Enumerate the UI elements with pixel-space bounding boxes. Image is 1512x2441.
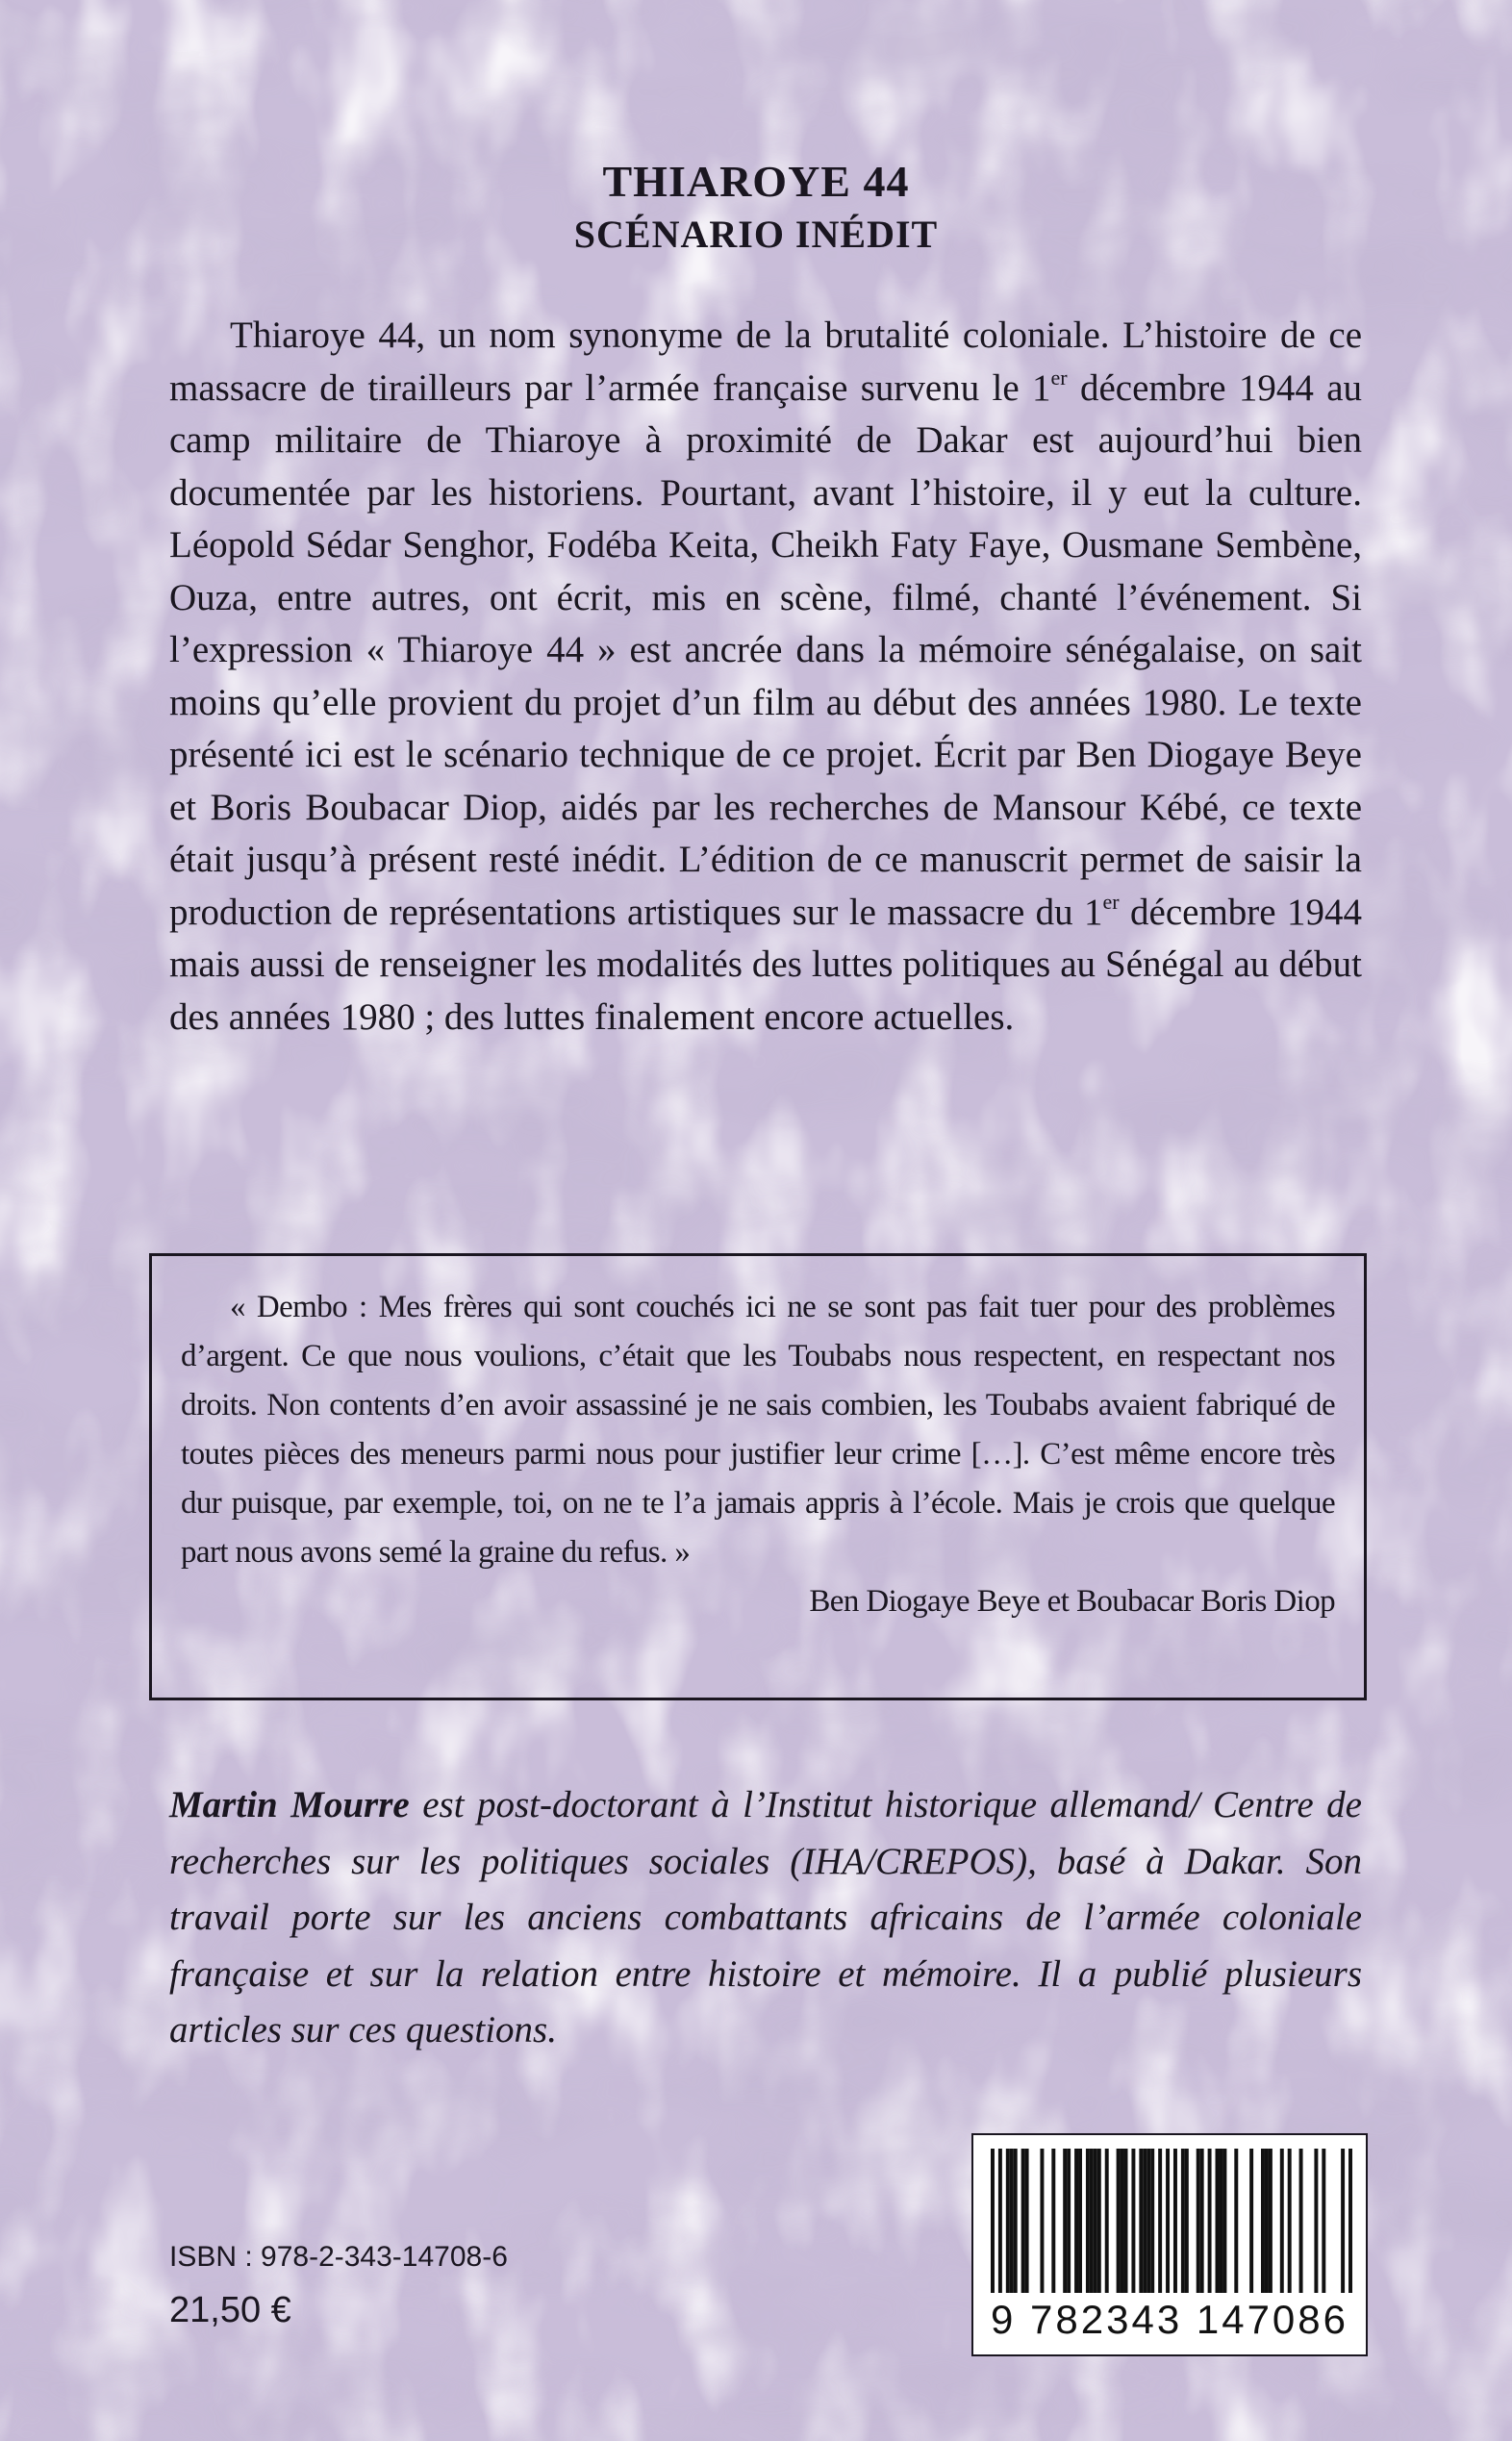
barcode-bar	[1097, 2149, 1101, 2293]
barcode-bar	[1121, 2149, 1124, 2293]
barcode-bar	[1181, 2149, 1185, 2293]
summary-part-2: décembre 1944 au camp militaire de Thiaroye à proximité de Dakar est aujourd’hui bien documentée par les historiens. Pourtant, avant l’histoire, il y eut la culture. Léopold Sédar Senghor, Fodéba Keita, Cheikh Faty Faye, Ousmane Sembène, Ouza, entre autres, ont écrit, mis en scène, filmé, chanté l’événement. Si l’expression « Thiaroye 44 » est ancrée dans la mémoire sénégalaise, on sait moins qu’elle provient du projet d’un film au début des années 1980. Le texte présenté ici est le scénario technique de ce projet. Écrit par Ben Diogaye Beye et Boris Boubacar Diop, aidés par les recherches de Mansour Kébé, ce texte était jusqu’à présent resté inédit. L’édition de ce manuscrit permet de saisir la production de représentations artistiques sur le massacre du 1	[169, 366, 1363, 933]
barcode-bar	[1090, 2149, 1094, 2293]
author-bio-text: est post-doctorant à l’Institut historique allemand/ Centre de recherches sur les politiques sociales (IHA/CREPOS), basé à Dakar. Son travail porte sur les anciens combattants africains de l’armée coloniale française et sur la relation entre histoire et mémoire. Il a publié plusieurs articles sur ces questions.	[169, 1784, 1362, 2051]
barcode-bar	[1261, 2149, 1265, 2293]
ordinal-superscript: er	[1102, 889, 1120, 914]
barcode-bar	[1025, 2149, 1029, 2293]
barcode-bar	[1299, 2149, 1303, 2293]
barcode-bar	[1094, 2149, 1097, 2293]
isbn-label: ISBN : 978-2-343-14708-6	[169, 2241, 508, 2273]
barcode-bar	[1147, 2149, 1150, 2293]
barcode-bar	[1265, 2149, 1269, 2293]
barcode-bar	[1166, 2149, 1170, 2293]
barcode-bars	[991, 2149, 1352, 2293]
summary-part-3: décembre 1944 mais aussi de renseigner les modalités des luttes politiques au Sénégal au début des années 1980 ; des luttes finalement encore actuelles.	[169, 891, 1362, 1038]
barcode-bar	[1014, 2149, 1018, 2293]
summary-paragraph	[169, 310, 1362, 1044]
barcode-bar	[1234, 2149, 1238, 2293]
barcode-bar	[1021, 2149, 1025, 2293]
barcode-bar	[1063, 2149, 1067, 2293]
barcode-bar	[1288, 2149, 1292, 2293]
barcode-bar	[1158, 2149, 1162, 2293]
barcode-bar	[1074, 2149, 1078, 2293]
barcode-bar	[1040, 2149, 1044, 2293]
barcode-bar	[1117, 2149, 1121, 2293]
barcode-bar	[1269, 2149, 1273, 2293]
barcode-bar	[1200, 2149, 1204, 2293]
quote-author: Ben Diogaye Beye et Boubacar Boris Diop	[809, 1584, 1335, 1619]
barcode-bar	[1222, 2149, 1226, 2293]
book-title: THIAROYE 44	[602, 157, 910, 206]
barcode-bar	[1124, 2149, 1128, 2293]
barcode-bar	[1067, 2149, 1071, 2293]
barcode-bar	[1010, 2149, 1014, 2293]
barcode-bar	[1280, 2149, 1284, 2293]
barcode-bar	[1131, 2149, 1135, 2293]
barcode	[971, 2133, 1368, 2356]
barcode-bar	[1185, 2149, 1189, 2293]
barcode-bar	[1173, 2149, 1177, 2293]
barcode-bar	[1086, 2149, 1090, 2293]
quote-text: « Dembo : Mes frères qui sont couchés ici ne se sont pas fait tuer pour des problèmes d’argent. Ce que nous voulions, c’était que les Toubabs nous respectent, en respectant nos droits. Non contents d’en avoir assassiné je ne sais combien, les Toubabs avaient fabriqué de toutes pièces des meneurs parmi nous pour justifier leur crime […]. C’est même encore très dur puisque, par exemple, toi, on ne te l’a jamais appris à l’école. Mais je crois que quelque part nous avons semé la graine du refus. »	[181, 1290, 1335, 1570]
barcode-bar	[1150, 2149, 1154, 2293]
barcode-bar	[998, 2149, 1002, 2293]
quote-box	[149, 1253, 1367, 1700]
barcode-bar	[1006, 2149, 1010, 2293]
barcode-bar	[1105, 2149, 1109, 2293]
barcode-bar	[1051, 2149, 1055, 2293]
book-subtitle: SCÉNARIO INÉDIT	[573, 213, 939, 256]
price-label: 21,50 €	[169, 2290, 291, 2330]
barcode-bar	[1197, 2149, 1200, 2293]
title-block	[0, 154, 1512, 260]
ordinal-superscript: er	[1050, 365, 1068, 390]
author-bio	[169, 1777, 1362, 2059]
barcode-bar	[1341, 2149, 1345, 2293]
barcode-bar	[1216, 2149, 1220, 2293]
barcode-bar	[1219, 2149, 1222, 2293]
barcode-digits: 9 782343 147086	[991, 2297, 1348, 2342]
barcode-bar	[1208, 2149, 1212, 2293]
barcode-bar	[1143, 2149, 1147, 2293]
barcode-bar	[1139, 2149, 1143, 2293]
summary-part-1: Thiaroye 44, un nom synonyme de la brutalité coloniale. L’histoire de ce massacre de tirailleurs par l’armée française survenu le 1	[169, 315, 1362, 409]
barcode-bar	[1348, 2149, 1352, 2293]
barcode-bar	[1322, 2149, 1325, 2293]
barcode-bar	[1249, 2149, 1253, 2293]
barcode-bar	[1078, 2149, 1082, 2293]
author-name: Martin Mourre	[169, 1784, 410, 1825]
barcode-bar	[1314, 2149, 1318, 2293]
barcode-bar	[991, 2149, 995, 2293]
